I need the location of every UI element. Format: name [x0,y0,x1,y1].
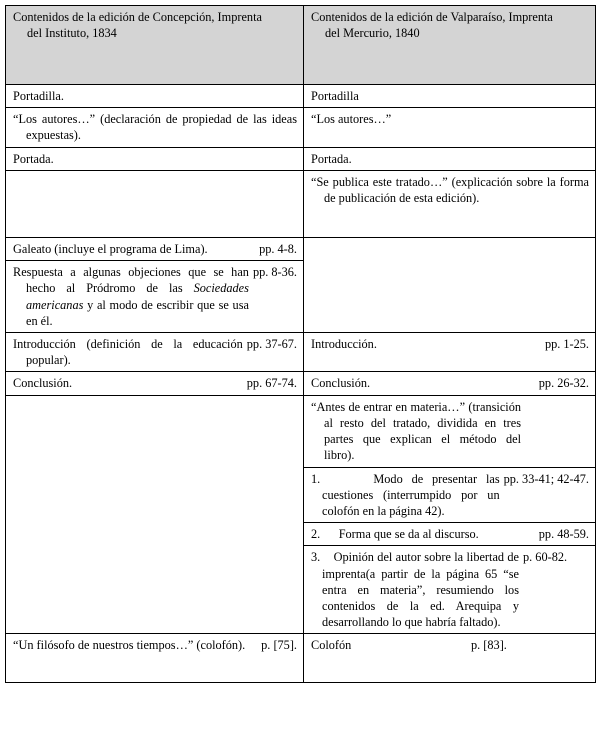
cell-right-portada [304,147,596,170]
cell-text: Introducción. [311,336,377,351]
column-header-valparaiso-line2: del Mercurio, 1840 [325,26,420,41]
cell-right-introduccion [304,332,596,371]
cell-text-part1: Respuesta a algunas objeciones que se han hecho al Pródromo de las [13,265,249,296]
table-row [6,147,596,170]
cell-left-empty-block [6,395,304,634]
cell-pages: pp. 1-25. [544,336,589,351]
cell-pages: p. 60-82. [523,550,568,565]
cell-pages: pp. 26-32. [538,376,589,391]
column-header-valparaiso [304,6,596,85]
table-row [6,372,596,395]
cell-text-part2: y al modo de escribir que se usa en él. [26,297,249,328]
cell-text: Galeato (incluye el programa de Lima). [13,241,208,256]
item-number: 3. [311,550,321,565]
table-row [6,395,596,467]
cell-left-galeato [6,237,304,260]
table-row [6,237,596,260]
cell-text: “Los autores…” [311,112,392,127]
cell-left-los-autores [6,108,304,147]
cell-right-item-2 [304,523,596,546]
cell-text: Portada. [13,151,54,166]
cell-right-colofon [304,634,596,683]
cell-right-los-autores [304,108,596,147]
cell-text: “Antes de entrar en materia…” (transición al resto del tratado, dividida en tres partes que explican el método del libro). [311,399,521,463]
cell-pages: pp. 37-67. [246,336,297,351]
cell-pages: p. [75]. [261,638,297,653]
item-number: 1. [311,471,321,486]
cell-right-portadilla [304,85,596,108]
cell-right-item-3 [304,546,596,634]
cell-text [311,471,500,520]
cell-text: Conclusión. [311,376,371,391]
cell-right-conclusion [304,372,596,395]
column-header-concepcion [6,6,304,85]
cell-pages: pp. 4-8. [259,241,297,256]
cell-right-antes-de-entrar [304,395,596,467]
cell-pages: pp. 8-36. [252,265,297,280]
item-text: Forma que se da al discurso. [338,527,479,542]
cell-right-se-publica [304,170,596,237]
cell-left-conclusion [6,372,304,395]
table-row [6,170,596,237]
cell-pages: pp. 48-59. [538,527,589,542]
cell-pages: pp. 67-74. [246,376,297,391]
cell-left-empty [6,170,304,237]
cell-text: “Un filósofo de nuestros tiempos…” (colofón). [13,638,246,653]
cell-left-un-filosofo [6,634,304,683]
table-row [6,634,596,683]
column-header-concepcion-line1: Contenidos de la edición de Concepción, Imprenta [13,10,262,24]
comparison-table [5,5,596,683]
item-text: Modo de presentar las cuestiones (interrumpido por un colofón en la página 42). [322,471,500,518]
table-row [6,332,596,371]
item-text: Opinión del autor sobre la libertad de imprenta(a partir de la página 65 “se entra en materia”, resumiendo los contenidos de la ed. Arequipa y desarrollando lo que habría faltado). [322,550,520,630]
cell-left-portada [6,147,304,170]
cell-text: “Los autores…” (declaración de propiedad de las ideas expuestas). [13,112,297,143]
cell-text: Portada. [311,151,352,166]
cell-text: Introducción (definición de la educación popular). [13,336,243,368]
column-header-valparaiso-line1: Contenidos de la edición de Valparaíso, Imprenta [311,10,553,24]
cell-text [13,264,249,329]
cell-left-respuesta [6,261,304,333]
header-row [6,6,596,85]
cell-text: Portadilla [311,89,359,103]
cell-text-italic: Sociedades americanas [26,281,249,312]
cell-text: Colofón [311,638,352,653]
cell-text [311,526,535,542]
cell-left-portadilla [6,85,304,108]
cell-text: Portadilla. [13,89,64,103]
column-header-concepcion-line2: del Instituto, 1834 [27,26,117,41]
cell-text: Conclusión. [13,376,73,391]
cell-text [311,549,519,630]
cell-left-introduccion [6,332,304,371]
table-body [6,85,596,683]
cell-right-item-1 [304,467,596,523]
cell-right-empty [304,237,596,332]
cell-text: “Se publica este tratado…” (explicación sobre la forma de publicación de esta edición). [311,174,589,206]
cell-pages-value: p. [83]. [471,638,507,653]
table-row [6,108,596,147]
table-header [6,6,596,85]
table-row [6,85,596,108]
cell-pages [471,637,589,653]
item-number: 2. [311,527,321,542]
cell-pages: pp. 33-41; 42-47. [503,471,589,486]
